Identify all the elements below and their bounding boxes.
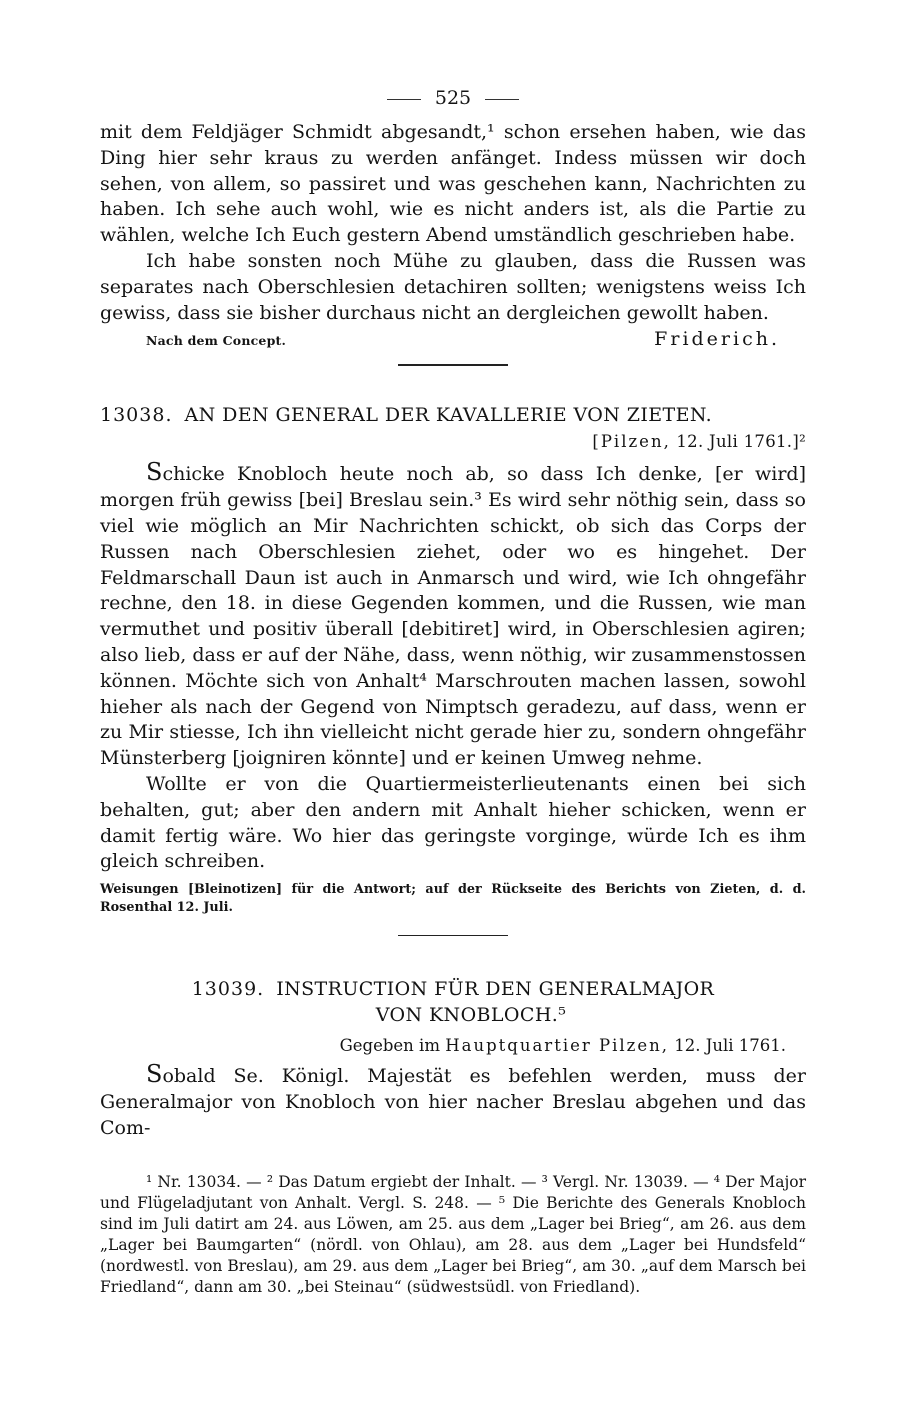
letter-dateline-13039 xyxy=(100,1034,806,1058)
signature-row xyxy=(100,328,806,350)
letter-heading-13039 xyxy=(100,976,806,1002)
continuation-paragraph-2: Ich habe sonsten noch Mühe zu glauben, dass die Russen was separates nach Oberschlesien detachiren sollten; wenigstens weiss Ich gewiss, dass sie bisher durchaus nicht an dergleichen gewollt haben. xyxy=(100,249,806,324)
editorial-remark: Weisungen [Bleinotizen] für die Antwort; auf der Rückseite des Berichts von Zieten, d. d. Rosenthal 12. Juli. xyxy=(100,882,806,916)
letter-13038-paragraph-1 xyxy=(100,460,806,772)
page xyxy=(100,86,806,1298)
date: 12. Juli 1761. xyxy=(674,1036,786,1056)
letter-title: AN DEN GENERAL DER KAVALLERIE VON ZIETEN. xyxy=(184,404,713,427)
continuation-paragraph-1: mit dem Feldjäger Schmidt abgesandt,¹ schon ersehen haben, wie das Ding hier sehr kraus zu werden anfänget. Indess müssen wir doch sehen, von allem, so passiret und was geschehen kann, Nachrichten zu haben. Ich sehe auch wohl, wie es nicht anders ist, als die Partie zu wählen, welche Ich Euch gestern Abend umständlich geschrieben habe. xyxy=(100,121,806,247)
page-header xyxy=(100,86,806,110)
letter-title-line-1: INSTRUCTION FÜR DEN GENERALMAJOR xyxy=(276,978,715,1001)
section-divider xyxy=(398,364,508,366)
source-note: Nach dem Concept. xyxy=(146,333,287,349)
footnotes xyxy=(100,1172,806,1298)
date-place: Hauptquartier Pilzen, xyxy=(445,1036,669,1056)
letter-number: 13039. xyxy=(191,978,265,1001)
date-place: [Pilzen, xyxy=(592,432,671,452)
drop-initial: S xyxy=(146,1060,163,1089)
paragraph-text: chicke Knobloch heute noch ab, so dass Ich denke, [er wird] morgen früh gewiss [bei] Breslau sein.³ Es wird sehr nöthig sein, dass so viel wie möglich an Mir Nachrichten schickt, ob sich das Corps der Russen nach Oberschlesien ziehet, oder wo es hingehet. Der Feldmarschall Daun ist auch in Anmarsch und wird, wie Ich ohngefähr rechne, den 18. in diese Gegenden kommen, und die Russen, wie man vermuthet und positiv überall [debitiret] wird, in Oberschlesien agiren; also lieb, dass er auf der Nähe, dass, wenn nöthig, wir zusammenstossen können. Möchte sich von Anhalt⁴ Marschrouten machen lassen, sowohl hieher als nach der Gegend von Nimptsch geradezu, auf dass, wenn er zu Mir stiesse, Ich ihn vielleicht nicht gerade hier zu, sondern ohngefähr Münsterberg [joigniren könnte] und er keinen Umweg nehme. xyxy=(100,463,806,770)
page-number: 525 xyxy=(434,87,472,109)
section-divider xyxy=(398,935,508,936)
letter-title-line-2: VON KNOBLOCH.⁵ xyxy=(375,1004,567,1027)
letter-number: 13038. xyxy=(100,404,173,427)
drop-initial: S xyxy=(146,458,163,487)
header-dash-left xyxy=(387,99,421,100)
letter-heading-13038 xyxy=(100,402,806,428)
header-dash-right xyxy=(485,99,519,100)
letter-dateline-13038 xyxy=(100,430,806,454)
footnote-text: ¹ Nr. 13034. — ² Das Datum ergiebt der Inhalt. — ³ Vergl. Nr. 13039. — ⁴ Der Major und Flügeladjutant von Anhalt. Vergl. S. 248. — ⁵ Die Berichte des Generals Knobloch sind im Juli datirt am 24. aus Löwen, am 25. aus dem „Lager bei Brieg“, am 26. aus dem „Lager bei Baumgarten“ (nördl. von Ohlau), am 28. aus dem „Lager bei Hundsfeld“ (nordwestl. von Breslau), am 29. aus dem „Lager bei Brieg“, am 30. „auf dem Marsch bei Friedland“, dann am 30. „bei Steinau“ (südwestsüdl. von Friedland). xyxy=(100,1172,806,1296)
signature: Friderich. xyxy=(654,328,780,351)
letter-13038-paragraph-2: Wollte er von die Quartiermeisterlieutenants einen bei sich behalten, gut; aber den andern mit Anhalt hieher schicken, wenn er damit fertig wäre. Wo hier das geringste vorginge, würde Ich es ihm gleich schreiben. xyxy=(100,772,806,873)
letter-13039-paragraph-1 xyxy=(100,1062,806,1141)
date: 12. Juli 1761.]² xyxy=(676,432,806,452)
paragraph-text: obald Se. Königl. Majestät es befehlen werden, muss der Generalmajor von Knobloch von hier nacher Breslau abgehen und das Com- xyxy=(100,1065,806,1139)
date-prefix: Gegeben im xyxy=(339,1036,440,1056)
